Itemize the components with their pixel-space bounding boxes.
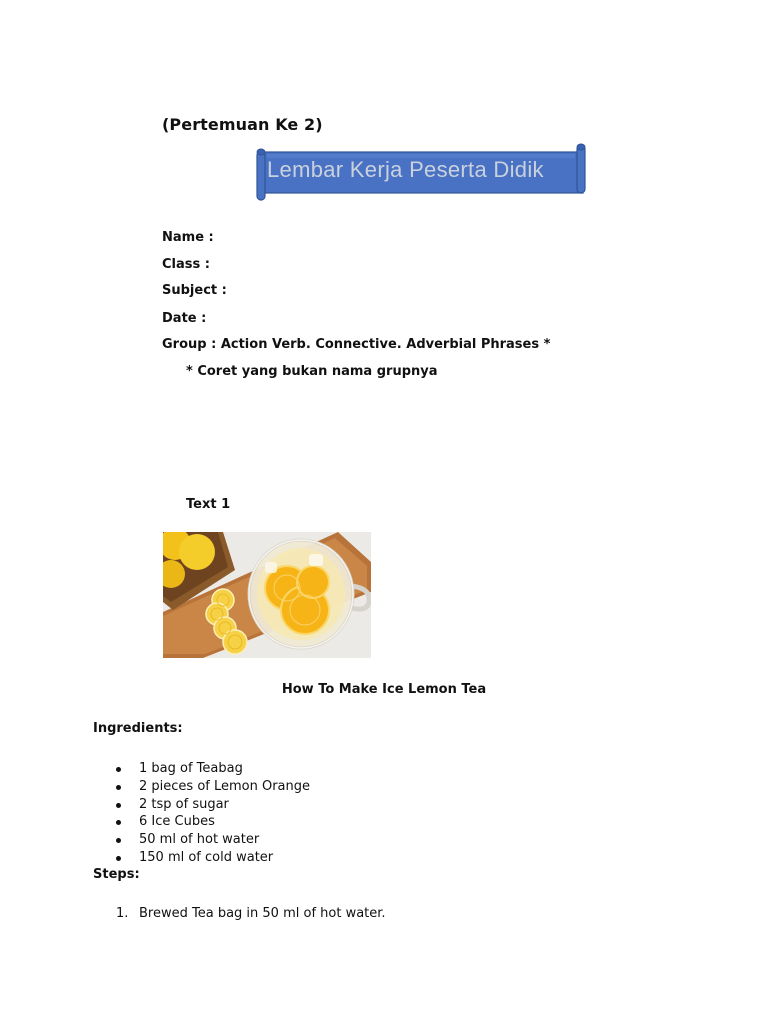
- date-field-label: Date :: [162, 311, 207, 326]
- list-item: 2 tsp of sugar: [116, 796, 310, 814]
- banner-title: Lembar Kerja Peserta Didik: [267, 157, 544, 182]
- bullet-icon: [116, 803, 121, 808]
- steps-heading: Steps:: [93, 867, 140, 882]
- bullet-icon: [116, 856, 121, 861]
- list-item: 2 pieces of Lemon Orange: [116, 778, 310, 796]
- bullet-icon: [116, 767, 121, 772]
- text-section-label: Text 1: [186, 497, 231, 512]
- bullet-icon: [116, 838, 121, 843]
- subject-field-label: Subject :: [162, 283, 227, 298]
- class-field-label: Class :: [162, 257, 210, 272]
- step-list: [116, 906, 386, 921]
- list-item: 1 bag of Teabag: [116, 760, 310, 778]
- group-note: * Coret yang bukan nama grupnya: [186, 364, 438, 379]
- bullet-icon: [116, 785, 121, 790]
- list-item: 50 ml of hot water: [116, 831, 310, 849]
- ingredients-heading: Ingredients:: [93, 721, 183, 736]
- worksheet-banner: [255, 143, 587, 203]
- bullet-icon: [116, 820, 121, 825]
- list-item: 6 Ice Cubes: [116, 813, 310, 831]
- lemon-tea-photo: [163, 532, 371, 658]
- group-field-label: Group : Action Verb. Connective. Adverbial Phrases *: [162, 337, 551, 352]
- ingredient-list: [116, 760, 310, 867]
- name-field-label: Name :: [162, 230, 214, 245]
- list-item: 150 ml of cold water: [116, 849, 310, 867]
- step-number: 1.: [116, 906, 129, 921]
- recipe-title: How To Make Ice Lemon Tea: [281, 682, 487, 697]
- step-text: Brewed Tea bag in 50 ml of hot water.: [139, 906, 386, 921]
- meeting-heading: (Pertemuan Ke 2): [162, 115, 323, 134]
- list-item: [116, 906, 386, 921]
